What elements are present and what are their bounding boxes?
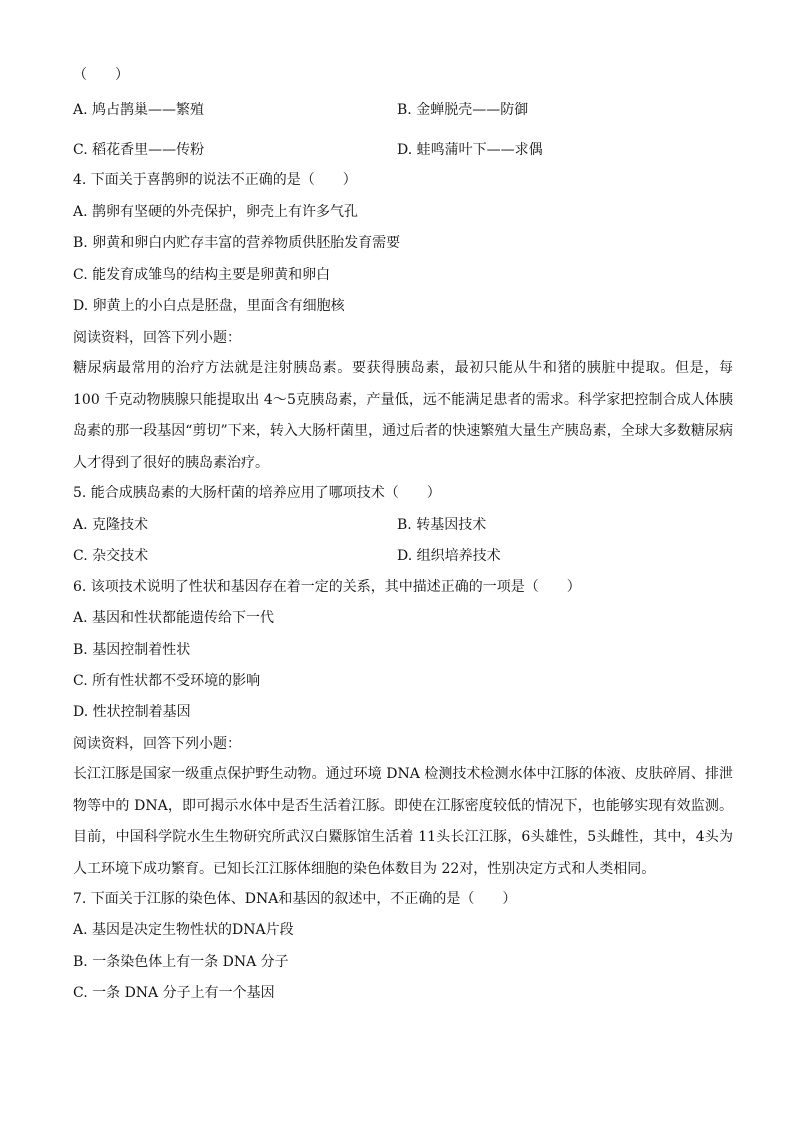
q3-stem-tail: （ ） (73, 67, 129, 83)
q7-option-a: A. 基因是决定生物性状的DNA片段 (73, 922, 294, 938)
q4-option-d: D. 卵黄上的小白点是胚盘，里面含有细胞核 (73, 298, 345, 314)
reading2-text: 长江江豚是国家一级重点保护野生动物。通过环境 DNA 检测技术检测水体中江豚的体液、皮肤碎屑、排泄物等中的 DNA，即可揭示水体中是否生活着江豚。即使在江豚密度较低的情况下，也能够实现有效监测。目前，中国科学院水生生物研究所武汉白鱀豚馆生活着 11头长江江豚，6头雄性，5头雌性，其中，4头为人工环境下成功繁育。已知长江江豚体细胞的染色体数目为 22对，性别决定方式和人类相同。 (73, 766, 733, 877)
q3-option-a: A. 鸠占鹊巢——繁殖 (73, 102, 205, 118)
q4-option-c: C. 能发育成雏鸟的结构主要是卵黄和卵白 (73, 267, 331, 283)
reading2-intro: 阅读资料，回答下列小题： (73, 736, 241, 752)
q7-option-c: C. 一条 DNA 分子上有一个基因 (73, 985, 275, 1001)
q5-option-b: B. 转基因技术 (397, 517, 487, 533)
q6-option-a: A. 基因和性状都能遗传给下一代 (73, 610, 275, 626)
q7-option-b: B. 一条染色体上有一条 DNA 分子 (73, 954, 289, 970)
q4-option-a: A. 鹊卵有坚硬的外壳保护，卵壳上有许多气孔 (73, 204, 359, 220)
q5-option-a: A. 克隆技术 (73, 517, 149, 533)
q5-option-d: D. 组织培养技术 (397, 548, 501, 564)
reading1-text: 糖尿病最常用的治疗方法就是注射胰岛素。要获得胰岛素，最初只能从牛和猪的胰脏中提取。但是，每 100 千克动物胰腺只能提取出 4～5克胰岛素，产量低，远不能满足患者的需求。科学家把控制合成人体胰岛素的那一段基因“剪切”下来，转入大肠杆菌里，通过后者的快速繁殖大量生产胰岛素，全球大多数糖尿病人才得到了很好的胰岛素治疗。 (73, 360, 733, 471)
q5-stem: 5. 能合成胰岛素的大肠杆菌的培养应用了哪项技术（ ） (73, 485, 441, 501)
q6-option-d: D. 性状控制着基因 (73, 704, 191, 720)
q6-option-b: B. 基因控制着性状 (73, 642, 191, 658)
q3-option-d: D. 蛙鸣蒲叶下——求偶 (397, 142, 543, 158)
q4-stem: 4. 下面关于喜鹊卵的说法不正确的是（ ） (73, 172, 357, 188)
reading1-intro: 阅读资料，回答下列小题： (73, 330, 241, 346)
q6-option-c: C. 所有性状都不受环境的影响 (73, 673, 261, 689)
q4-option-b: B. 卵黄和卵白内贮存丰富的营养物质供胚胎发育需要 (73, 235, 401, 251)
q3-option-b: B. 金蝉脱壳——防御 (397, 102, 529, 118)
q5-option-c: C. 杂交技术 (73, 548, 149, 564)
q6-stem: 6. 该项技术说明了性状和基因存在着一定的关系，其中描述正确的一项是（ ） (73, 579, 581, 595)
q3-option-c: C. 稻花香里——传粉 (73, 142, 205, 158)
q7-stem: 7. 下面关于江豚的染色体、DNA和基因的叙述中，不正确的是（ ） (73, 891, 517, 907)
